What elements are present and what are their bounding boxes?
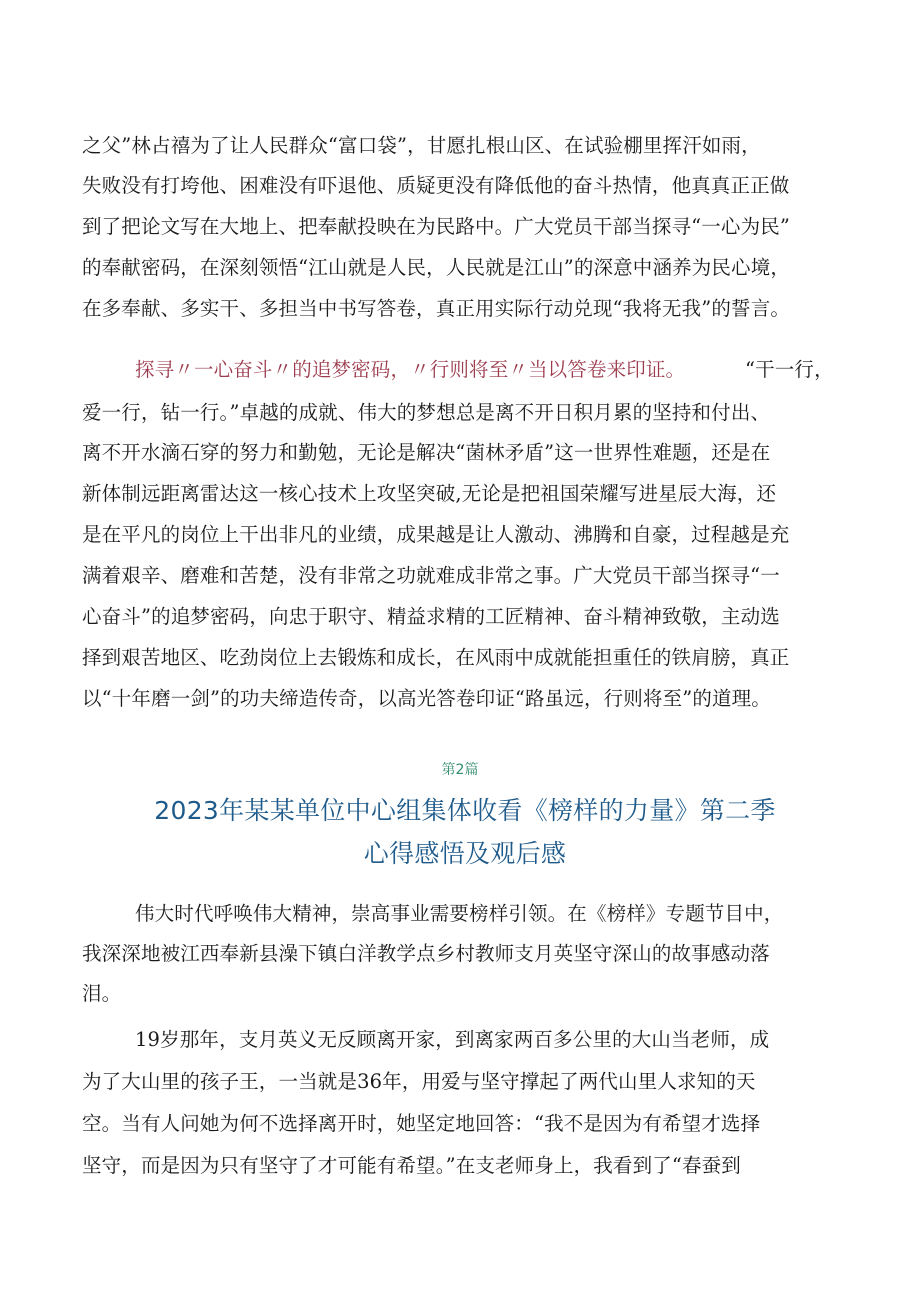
article-title-line2: 心得感悟及观后感 [363, 839, 567, 868]
paragraph-line: 在多奉献、多实干、多担当中书写答卷，真正用实际行动兑现“我将无我”的誓言。 [82, 297, 790, 320]
paragraph-line: “干一行， [745, 358, 834, 381]
paragraph-line: 泪。 [82, 982, 122, 1005]
paragraph-line: 伟大时代呼唤伟大精神，崇高事业需要榜样引领。在《榜样》专题节目中， [135, 902, 784, 925]
paragraph-line: 新体制远距离雷达这一核心技术上攻坚突破,无论是把祖国荣耀写进星辰大海，还 [82, 482, 777, 505]
paragraph-line: 空。当有人问她为何不选择离开时，她坚定地回答：“我不是因为有希望才选择 [82, 1112, 761, 1135]
paragraph-line: 失败没有打垮他、困难没有吓退他、质疑更没有降低他的奋斗热情，他真真正正做 [82, 174, 790, 197]
paragraph-line: 是在平凡的岗位上干出非凡的业绩，成果越是让人激动、沸腾和自豪，过程越是充 [82, 523, 790, 546]
paragraph-line: 为了大山里的孩子王，一当就是36年，用爱与坚守撑起了两代山里人求知的天 [82, 1070, 756, 1093]
paragraph-line: 19岁那年，支月英义无反顾离开家，到离家两百多公里的大山当老师，成 [135, 1028, 770, 1051]
paragraph-line: 的奉献密码，在深刻领悟“江山就是人民，人民就是江山”的深意中涵养为民心境， [82, 256, 790, 279]
paragraph-line: 到了把论文写在大地上、把奉献投映在为民路中。广大党员干部当探寻“一心为民” [82, 215, 790, 238]
paragraph-line: 择到艰苦地区、吃劲岗位上去锻炼和成长，在风雨中成就能担重任的铁肩膀，真正 [82, 646, 790, 669]
section-tag: 第2篇 [441, 762, 479, 778]
paragraph-line: 心奋斗”的追梦密码，向忠于职守、精益求精的工匠精神、奋斗精神致敬，主动选 [82, 605, 780, 628]
paragraph-line: 爱一行，钻一行。”卓越的成就、伟大的梦想总是离不开日积月累的坚持和付出、 [82, 401, 771, 424]
paragraph-line: 坚守，而是因为只有坚守了才可能有希望。”在支老师身上，我看到了“春蚕到 [82, 1154, 741, 1177]
article-title: 2023年某某单位中心组集体收看《榜样的力量》第二季 [154, 796, 776, 825]
paragraph-line: 以“十年磨一剑”的功夫缔造传奇，以高光答卷印证“路虽远，行则将至”的道理。 [82, 687, 771, 710]
paragraph-line: 之父”林占禧为了让人民群众“富口袋”，甘愿扎根山区、在试验棚里挥汗如雨， [82, 134, 761, 157]
subheading: 探寻〃一心奋斗〃的追梦密码，〃行则将至〃当以答卷来印证。 [135, 358, 686, 381]
paragraph-line: 满着艰辛、磨难和苦楚，没有非常之功就难成非常之事。广大党员干部当探寻“一 [82, 564, 780, 587]
paragraph-line: 我深深地被江西奉新县澡下镇白洋教学点乡村教师支月英坚守深山的故事感动落 [82, 942, 770, 965]
paragraph-line: 离不开水滴石穿的努力和勤勉，无论是解决“菌林矛盾”这一世界性难题，还是在 [82, 441, 771, 464]
